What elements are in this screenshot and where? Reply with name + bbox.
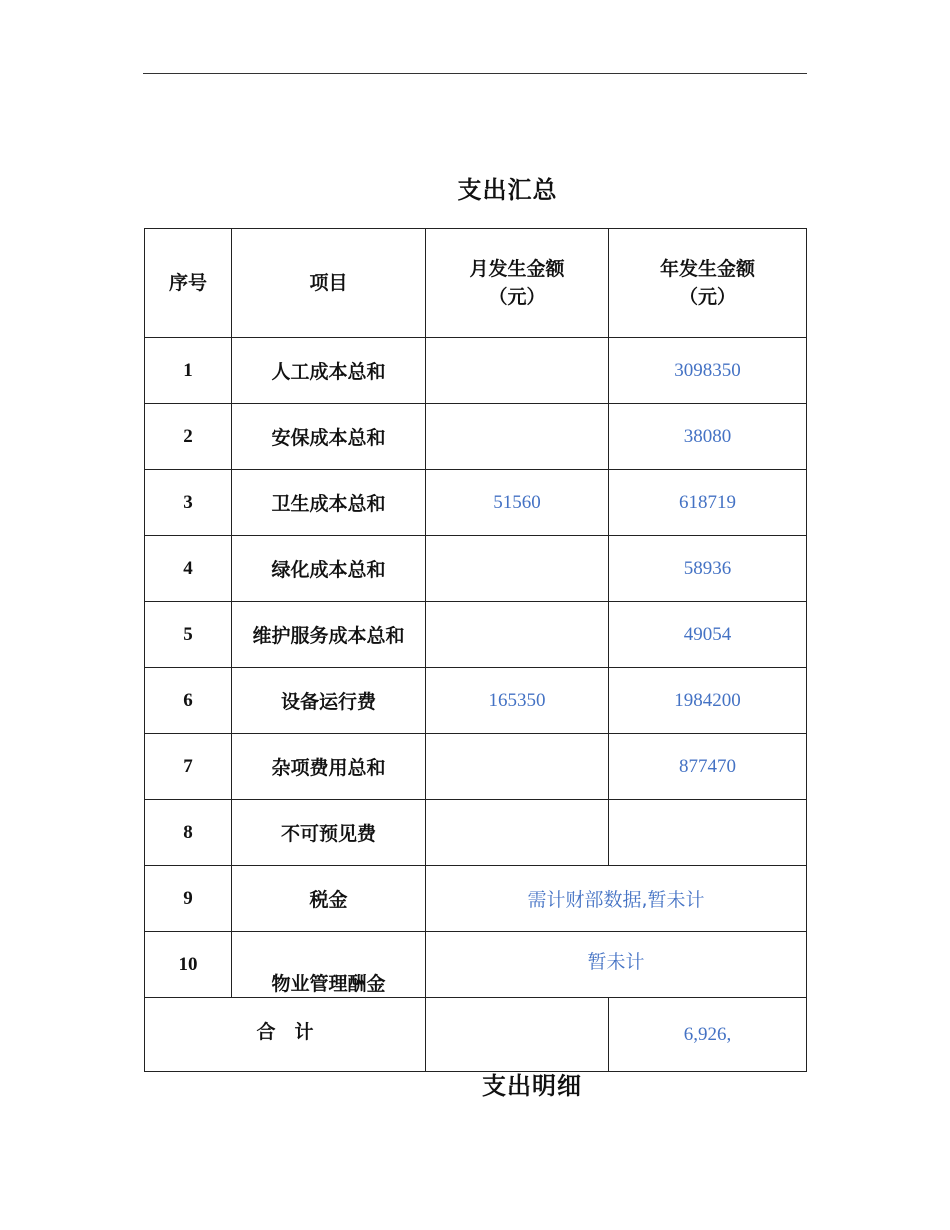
total-annual: 6,926, xyxy=(609,998,807,1072)
summary-title: 支出汇总 xyxy=(457,176,558,204)
row-item: 维护服务成本总和 xyxy=(232,602,426,668)
header-annual-line2: （元） xyxy=(678,286,736,308)
row-annual: 3098350 xyxy=(609,338,807,404)
table-row xyxy=(145,536,807,602)
row-seq: 6 xyxy=(145,668,232,734)
total-row xyxy=(145,998,807,1072)
row-seq: 8 xyxy=(145,800,232,866)
table-row xyxy=(145,800,807,866)
row-annual: 877470 xyxy=(609,734,807,800)
row-seq: 1 xyxy=(145,338,232,404)
header-monthly xyxy=(426,229,609,338)
row-monthly xyxy=(426,536,609,602)
table-row xyxy=(145,602,807,668)
table-row xyxy=(145,734,807,800)
detail-title: 支出明细 xyxy=(482,1072,582,1100)
row-seq: 7 xyxy=(145,734,232,800)
row-item-cell xyxy=(232,932,426,998)
row-monthly xyxy=(426,734,609,800)
header-annual xyxy=(609,229,807,338)
row-note-cell xyxy=(426,932,807,998)
row-item: 杂项费用总和 xyxy=(232,734,426,800)
total-label: 合 计 xyxy=(145,998,426,1072)
row-annual: 38080 xyxy=(609,404,807,470)
row-annual: 58936 xyxy=(609,536,807,602)
row-item: 卫生成本总和 xyxy=(232,470,426,536)
header-item: 项目 xyxy=(232,229,426,338)
header-seq: 序号 xyxy=(145,229,232,338)
header-monthly-line2: （元） xyxy=(488,286,546,308)
row-seq: 10 xyxy=(145,932,232,998)
table-row xyxy=(145,932,807,998)
row-item: 物业管理酬金 xyxy=(271,973,386,995)
row-item: 税金 xyxy=(232,866,426,932)
row-monthly xyxy=(426,800,609,866)
row-seq: 9 xyxy=(145,866,232,932)
row-seq: 5 xyxy=(145,602,232,668)
table-header-row xyxy=(145,229,807,338)
row-seq: 3 xyxy=(145,470,232,536)
table-row xyxy=(145,404,807,470)
row-monthly: 165350 xyxy=(426,668,609,734)
row-monthly: 51560 xyxy=(426,470,609,536)
expense-summary-table xyxy=(144,228,807,1072)
row-seq: 4 xyxy=(145,536,232,602)
row-note: 暂未计 xyxy=(587,951,645,973)
row-annual xyxy=(609,800,807,866)
row-monthly xyxy=(426,602,609,668)
header-monthly-line1: 月发生金额 xyxy=(469,258,565,280)
row-monthly xyxy=(426,338,609,404)
row-item: 绿化成本总和 xyxy=(232,536,426,602)
row-item: 设备运行费 xyxy=(232,668,426,734)
row-note: 需计财部数据,暂未计 xyxy=(426,866,807,932)
row-monthly xyxy=(426,404,609,470)
row-item: 不可预见费 xyxy=(232,800,426,866)
row-annual: 1984200 xyxy=(609,668,807,734)
row-seq: 2 xyxy=(145,404,232,470)
row-item: 安保成本总和 xyxy=(232,404,426,470)
table-row xyxy=(145,668,807,734)
table-row xyxy=(145,470,807,536)
total-monthly xyxy=(426,998,609,1072)
header-annual-line1: 年发生金额 xyxy=(659,258,755,280)
row-item: 人工成本总和 xyxy=(232,338,426,404)
table-row xyxy=(145,338,807,404)
row-annual: 49054 xyxy=(609,602,807,668)
row-annual: 618719 xyxy=(609,470,807,536)
header-rule xyxy=(143,73,807,74)
table-row xyxy=(145,866,807,932)
